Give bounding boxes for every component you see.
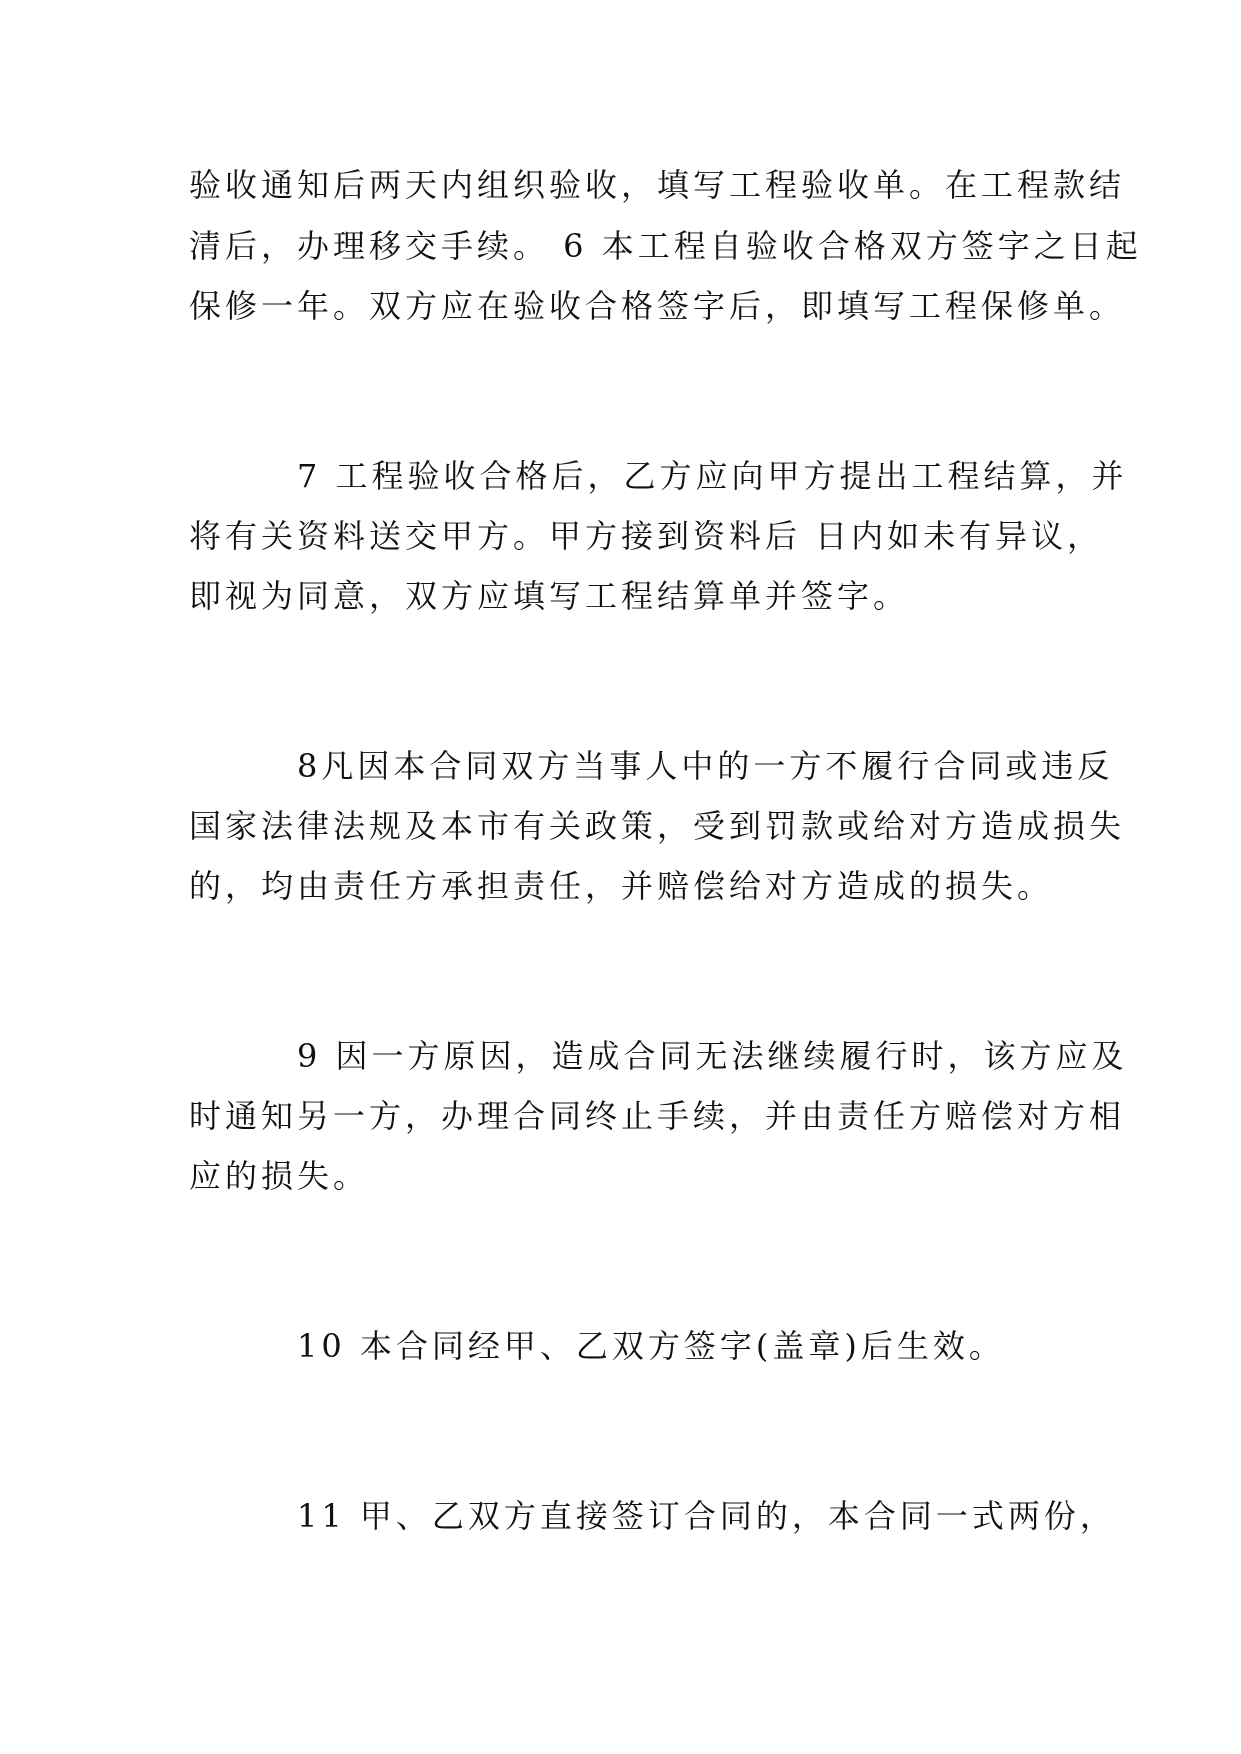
text-line: 8凡因本合同双方当事人中的一方不履行合同或违反	[297, 747, 1114, 785]
text-line: 即视为同意，双方应填写工程结算单并签字。	[189, 577, 910, 615]
text-line: 将有关资料送交甲方。甲方接到资料后 日内如未有异议，	[189, 517, 1104, 555]
text-line: 的，均由责任方承担责任，并赔偿给对方造成的损失。	[189, 867, 1054, 905]
text-line: 国家法律法规及本市有关政策，受到罚款或给对方造成损失	[189, 807, 1126, 845]
text-line: 时通知另一方，办理合同终止手续，并由责任方赔偿对方相	[189, 1097, 1126, 1135]
text-line: 9 因一方原因，造成合同无法继续履行时，该方应及	[297, 1037, 1128, 1075]
text-line: 7 工程验收合格后，乙方应向甲方提出工程结算，并	[297, 457, 1128, 495]
text-line: 10 本合同经甲、乙双方签字(盖章)后生效。	[297, 1327, 1005, 1365]
text-line: 清后，办理移交手续。 6 本工程自验收合格双方签字之日起	[189, 227, 1142, 265]
text-line: 验收通知后两天内组织验收，填写工程验收单。在工程款结	[189, 166, 1126, 204]
text-line: 应的损失。	[189, 1157, 370, 1195]
text-line: 保修一年。双方应在验收合格签字后，即填写工程保修单。	[189, 287, 1126, 325]
text-line: 11 甲、乙双方直接签订合同的，本合同一式两份，	[297, 1497, 1116, 1535]
